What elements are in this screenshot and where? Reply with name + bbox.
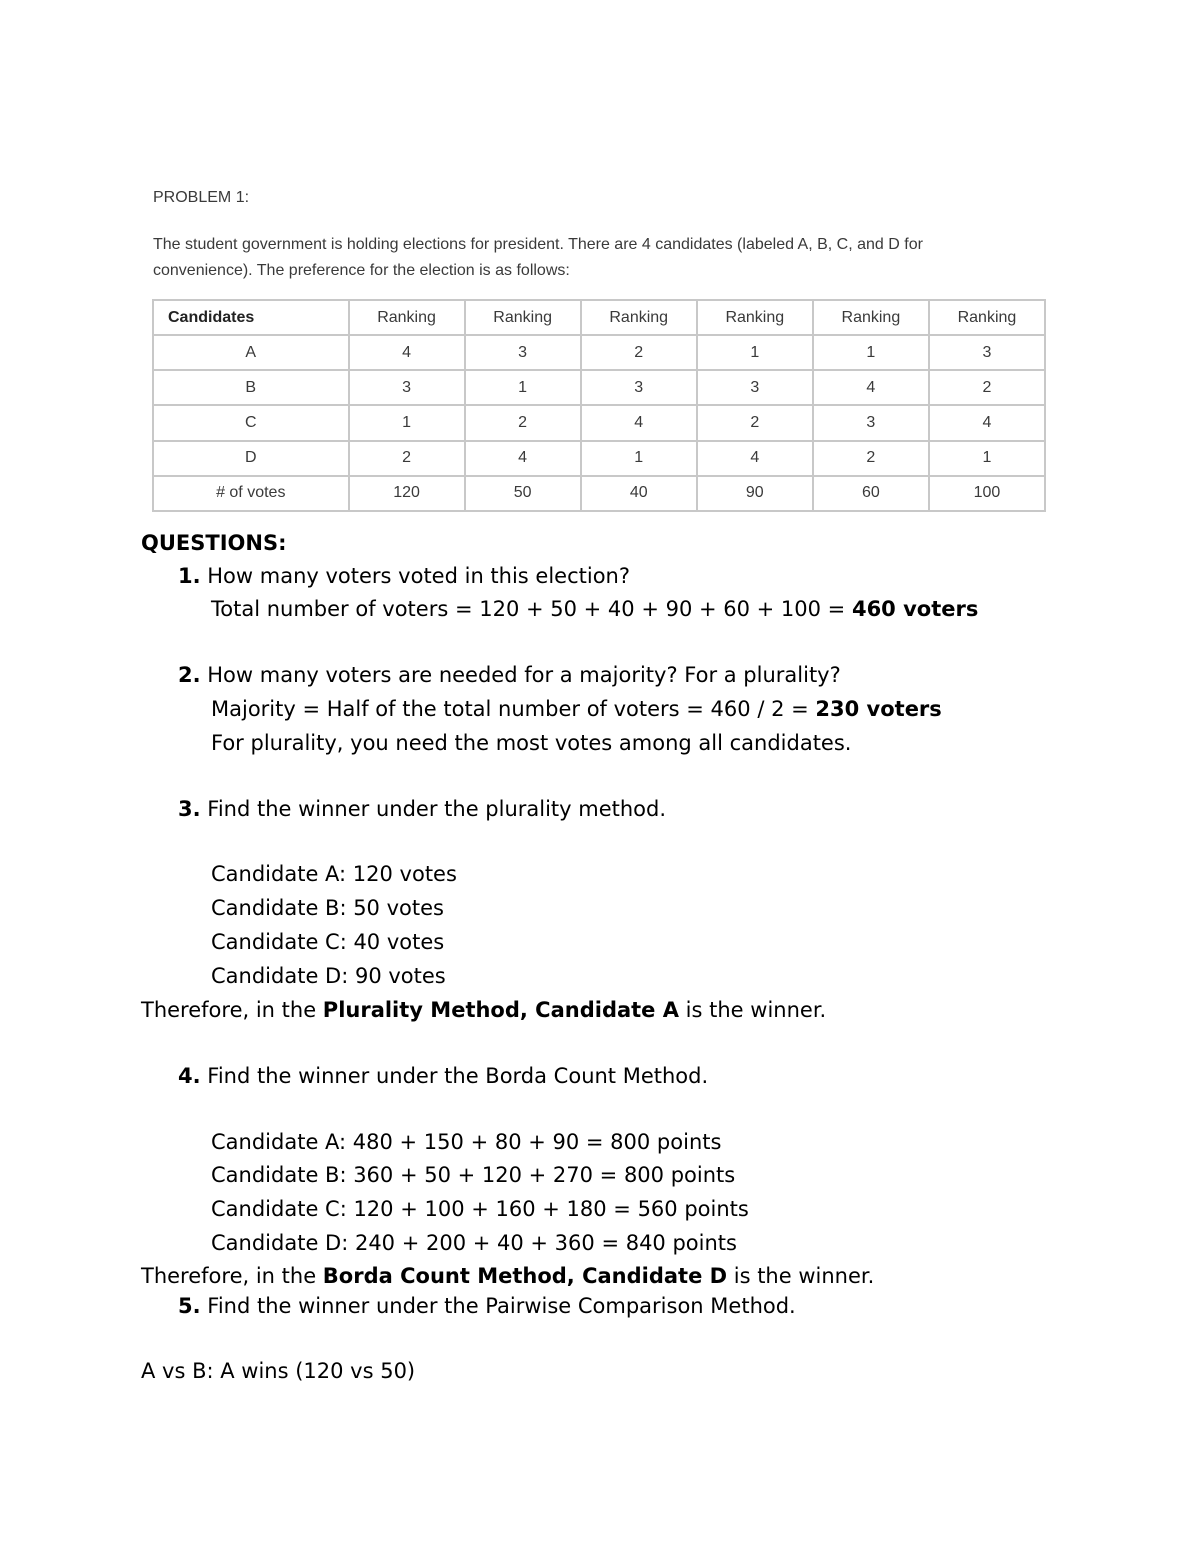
table-header-row bbox=[153, 300, 1045, 335]
answer-2 bbox=[211, 695, 942, 723]
table-cell: 3 bbox=[581, 370, 697, 405]
table-row bbox=[153, 370, 1045, 405]
table-cell: 1 bbox=[813, 335, 929, 370]
table-header: Ranking bbox=[465, 300, 581, 335]
questions-heading: QUESTIONS: bbox=[141, 531, 287, 555]
conclusion-highlight: Plurality Method, Candidate A bbox=[322, 998, 679, 1022]
question-4 bbox=[178, 1062, 708, 1090]
table-cell: 3 bbox=[349, 370, 465, 405]
table-row bbox=[153, 405, 1045, 440]
answer-text: Total number of voters = 120 + 50 + 40 + 90 + 60 + 100 = bbox=[211, 597, 852, 621]
table-cell: C bbox=[153, 405, 349, 440]
problem-title: PROBLEM 1: bbox=[153, 189, 250, 206]
plurality-conclusion bbox=[141, 996, 826, 1024]
table-cell: 60 bbox=[813, 476, 929, 511]
question-number: 5. bbox=[178, 1294, 201, 1318]
table-cell: 1 bbox=[349, 405, 465, 440]
question-1 bbox=[178, 562, 630, 590]
table-cell: 3 bbox=[697, 370, 813, 405]
table-cell: 4 bbox=[465, 441, 581, 476]
conclusion-text: is the winner. bbox=[679, 998, 827, 1022]
question-number: 4. bbox=[178, 1064, 201, 1088]
table-cell: 1 bbox=[465, 370, 581, 405]
conclusion-text: Therefore, in the bbox=[141, 998, 323, 1022]
table-cell: 50 bbox=[465, 476, 581, 511]
table-header: Ranking bbox=[929, 300, 1045, 335]
problem-intro: The student government is holding elections for president. There are 4 candidates (labeled A, B, C, and D for convenience). The preference for the election is as follows: bbox=[153, 236, 923, 279]
table-cell: 2 bbox=[349, 441, 465, 476]
table-cell: 4 bbox=[929, 405, 1045, 440]
conclusion-highlight: Borda Count Method, Candidate D bbox=[322, 1264, 728, 1288]
preference-table bbox=[152, 299, 1046, 512]
conclusion-text: is the winner. bbox=[727, 1264, 875, 1288]
plurality-line-b: Candidate B: 50 votes bbox=[211, 896, 444, 920]
table-cell: 3 bbox=[813, 405, 929, 440]
question-number: 3. bbox=[178, 797, 201, 821]
table-cell: 4 bbox=[581, 405, 697, 440]
question-5 bbox=[178, 1292, 796, 1320]
plurality-line-d: Candidate D: 90 votes bbox=[211, 964, 446, 988]
table-cell: 1 bbox=[929, 441, 1045, 476]
table-cell: 40 bbox=[581, 476, 697, 511]
question-text: Find the winner under the Borda Count Method. bbox=[200, 1064, 709, 1088]
plurality-note: For plurality, you need the most votes among all candidates. bbox=[211, 731, 852, 755]
table-header: Ranking bbox=[349, 300, 465, 335]
question-text: How many voters are needed for a majority? For a plurality? bbox=[200, 663, 841, 687]
borda-line-c: Candidate C: 120 + 100 + 160 + 180 = 560 points bbox=[211, 1197, 749, 1221]
table-row bbox=[153, 441, 1045, 476]
question-text: How many voters voted in this election? bbox=[200, 564, 631, 588]
question-text: Find the winner under the Pairwise Comparison Method. bbox=[200, 1294, 796, 1318]
table-header: Candidates bbox=[153, 300, 349, 335]
answer-result: 230 voters bbox=[815, 697, 942, 721]
question-number: 2. bbox=[178, 663, 201, 687]
question-text: Find the winner under the plurality method. bbox=[200, 797, 667, 821]
table-cell: 100 bbox=[929, 476, 1045, 511]
plurality-line-a: Candidate A: 120 votes bbox=[211, 862, 457, 886]
question-number: 1. bbox=[178, 564, 201, 588]
table-header: Ranking bbox=[813, 300, 929, 335]
table-cell: 4 bbox=[697, 441, 813, 476]
table-cell: # of votes bbox=[153, 476, 349, 511]
table-header: Ranking bbox=[697, 300, 813, 335]
conclusion-text: Therefore, in the bbox=[141, 1264, 323, 1288]
borda-line-d: Candidate D: 240 + 200 + 40 + 360 = 840 points bbox=[211, 1231, 737, 1255]
table-cell: 3 bbox=[465, 335, 581, 370]
table-cell: 90 bbox=[697, 476, 813, 511]
table-cell: 2 bbox=[813, 441, 929, 476]
borda-conclusion bbox=[141, 1262, 874, 1290]
answer-1 bbox=[211, 595, 978, 623]
table-cell: 3 bbox=[929, 335, 1045, 370]
table-cell: D bbox=[153, 441, 349, 476]
table-cell: A bbox=[153, 335, 349, 370]
table-cell: 2 bbox=[465, 405, 581, 440]
pairwise-a-vs-b: A vs B: A wins (120 vs 50) bbox=[141, 1359, 416, 1383]
answer-text: Majority = Half of the total number of voters = 460 / 2 = bbox=[211, 697, 816, 721]
borda-line-a: Candidate A: 480 + 150 + 80 + 90 = 800 points bbox=[211, 1130, 722, 1154]
table-cell: 4 bbox=[813, 370, 929, 405]
table-cell: B bbox=[153, 370, 349, 405]
question-3 bbox=[178, 795, 666, 823]
table-cell: 4 bbox=[349, 335, 465, 370]
table-cell: 120 bbox=[349, 476, 465, 511]
table-row bbox=[153, 335, 1045, 370]
table-cell: 1 bbox=[697, 335, 813, 370]
question-2 bbox=[178, 661, 841, 689]
answer-result: 460 voters bbox=[851, 597, 979, 621]
table-cell: 1 bbox=[581, 441, 697, 476]
table-cell: 2 bbox=[581, 335, 697, 370]
table-cell: 2 bbox=[697, 405, 813, 440]
table-header: Ranking bbox=[581, 300, 697, 335]
plurality-line-c: Candidate C: 40 votes bbox=[211, 930, 445, 954]
table-cell: 2 bbox=[929, 370, 1045, 405]
borda-line-b: Candidate B: 360 + 50 + 120 + 270 = 800 points bbox=[211, 1163, 736, 1187]
table-row bbox=[153, 476, 1045, 511]
